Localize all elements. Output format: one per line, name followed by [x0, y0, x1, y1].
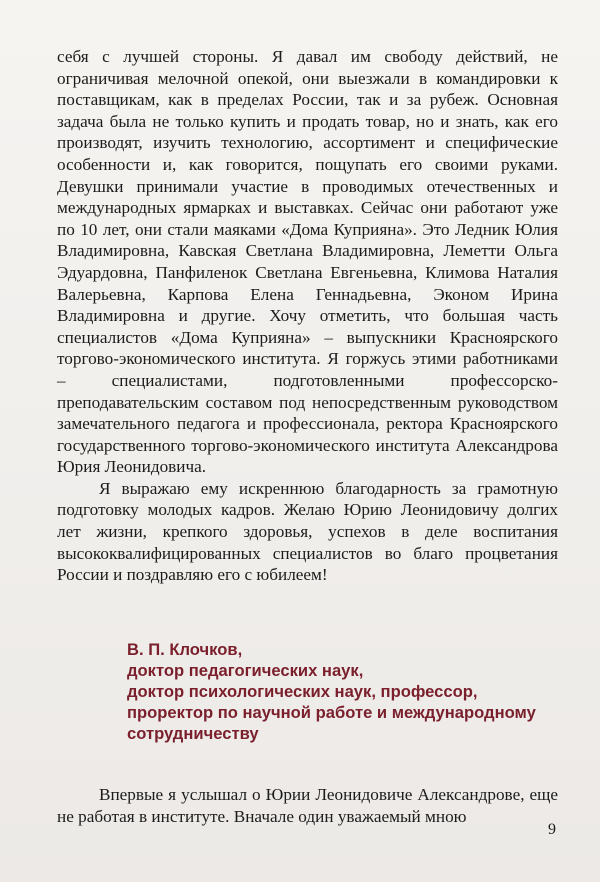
author-title-line-2: доктор психологических наук, профессор, [127, 682, 478, 701]
author-title-line-4: сотрудничеству [127, 724, 259, 743]
paragraph-2: Я выражаю ему искреннюю благодарность за грамотную подготовку молодых кадров. Желаю Юрию Леонидовичу долгих лет жизни, крепкого здоровья, успехов в деле воспитания высококвалифицированных специалистов во благо процветания России и поздравляю его с юбилеем! [57, 478, 558, 585]
author-heading [127, 639, 567, 744]
paragraph-3: Впервые я услышал о Юрии Леонидовиче Александрове, еще не работая в институте. Вначале один уважаемый мною [57, 785, 558, 826]
paragraph-1: себя с лучшей стороны. Я давал им свободу действий, не ограничивая мелочной опекой, они выезжали в командировки к поставщикам, как в пределах России, так и за рубеж. Основная задача была не только купить и продать товар, но и знать, как его производят, изучить технологию, ассортимент и специфические особенности и, как говорится, пощупать его своими руками. Девушки принимали участие в проводимых отечественных и международных ярмарках и выставках. Сейчас они работают уже по 10 лет, они стали маяками «Дома Куприяна». Это Ледник Юлия Владимировна, Кавская Светлана Владимировна, Леметти Ольга Эдуардовна, Панфиленок Светлана Евгеньевна, Климова Наталия Валерьевна, Карпова Елена Геннадьевна, Эконом Ирина Владимировна и другие. Хочу отметить, что большая часть специалистов «Дома Куприяна» – выпускники Красноярского торгово-экономического института. Я горжусь этими работниками – специалистами, подготовленными профессорско-преподавательским составом под непосредственным руководством замечательного педагога и профессионала, ректора Красноярского государственного торгово-экономического института Александрова Юрия Леонидовича. [57, 47, 558, 477]
page-number: 9 [548, 821, 556, 838]
main-text [57, 46, 558, 586]
author-title-line-1: доктор педагогических наук, [127, 661, 364, 680]
continuation-text [57, 767, 558, 845]
author-name: В. П. Клочков, [127, 640, 243, 659]
author-title-line-3: проректор по научной работе и международному [127, 703, 536, 722]
